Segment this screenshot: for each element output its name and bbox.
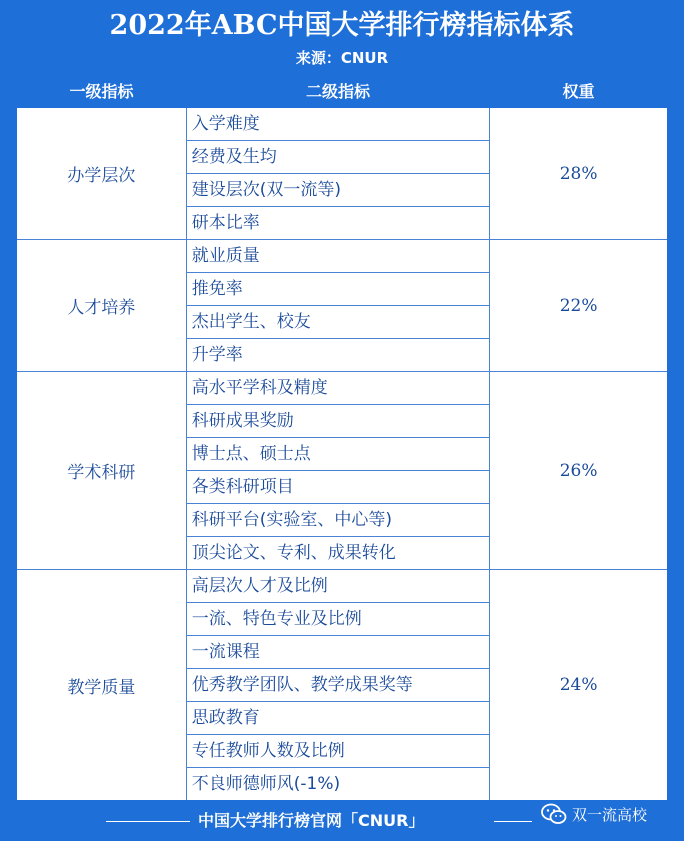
- footer-divider-right: [494, 821, 532, 822]
- footer-text: 中国大学排行榜官网「CNUR」: [198, 811, 425, 830]
- level2-indicator: 不良师德师风(-1%): [191, 774, 341, 794]
- level2-indicator: 顶尖论文、专利、成果转化: [191, 543, 396, 563]
- level2-indicator: 就业质量: [187, 240, 490, 273]
- level2-indicator: 建设层次(双一流等): [187, 174, 490, 207]
- source-label: 来源：CNUR: [295, 49, 389, 67]
- weight-value: 28%: [559, 163, 598, 184]
- level2-indicator: 科研成果奖励: [187, 405, 490, 438]
- level2-list: [187, 108, 491, 239]
- table-header: [17, 76, 667, 108]
- level2-indicator: 专任教师人数及比例: [187, 735, 490, 768]
- indicator-group: [17, 570, 667, 800]
- weight-value: 22%: [559, 295, 598, 316]
- indicator-group: [17, 108, 667, 240]
- indicator-group: [17, 240, 667, 372]
- level2-list: [187, 240, 491, 371]
- level2-indicator: 高层次人才及比例: [187, 570, 490, 603]
- wechat-watermark: [540, 798, 680, 832]
- level2-list: [187, 570, 491, 800]
- level1-indicator: 学术科研: [17, 372, 187, 569]
- level1-indicator: 办学层次: [17, 108, 187, 239]
- level2-indicator: 杰出学生、校友: [187, 306, 490, 339]
- header-level1: 一级指标: [69, 82, 134, 101]
- level2-indicator: 研本比率: [191, 213, 260, 233]
- watermark-text: 双一流高校: [572, 806, 648, 824]
- level2-indicator: 高水平学科及精度: [187, 372, 490, 405]
- indicator-group: [17, 372, 667, 570]
- level2-indicator: 入学难度: [187, 108, 490, 141]
- level2-indicator: 科研平台(实验室、中心等): [187, 504, 490, 537]
- level2-indicator: 经费及生均: [187, 141, 490, 174]
- weight-value: 24%: [559, 675, 598, 695]
- level2-indicator: 推免率: [187, 273, 490, 306]
- level2-indicator: 升学率: [191, 345, 243, 365]
- level2-list: [187, 372, 491, 569]
- level1-indicator: 教学质量: [17, 570, 187, 800]
- level2-indicator: 思政教育: [187, 702, 490, 735]
- level2-indicator: 一流、特色专业及比例: [187, 603, 490, 636]
- indicator-table: [17, 108, 667, 800]
- wechat-icon: [540, 802, 568, 826]
- level2-indicator: 博士点、硕士点: [187, 438, 490, 471]
- level2-indicator: 一流课程: [187, 636, 490, 669]
- footer-divider-left: [106, 821, 190, 822]
- page-title: 2022年ABC中国大学排行榜指标体系: [109, 10, 575, 41]
- level2-indicator: 各类科研项目: [187, 471, 490, 504]
- header-level2: 二级指标: [305, 82, 370, 101]
- header-weight: 权重: [562, 82, 595, 101]
- weight-value: 26%: [559, 460, 598, 481]
- level2-indicator: 优秀教学团队、教学成果奖等: [187, 669, 490, 702]
- level1-indicator: 人才培养: [17, 240, 187, 371]
